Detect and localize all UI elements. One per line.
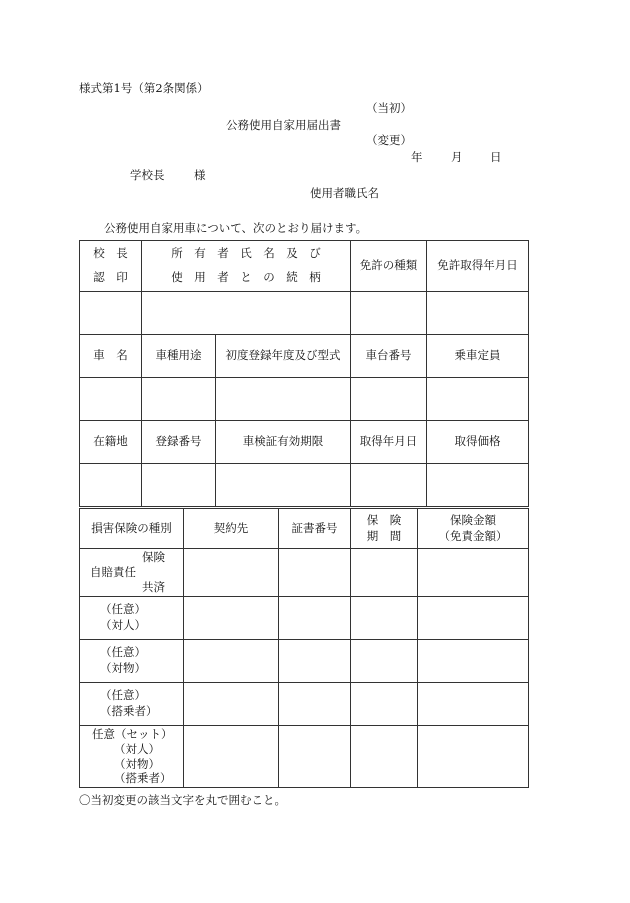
insurer-cell[interactable] <box>184 640 279 683</box>
license-type-header: 免許の種類 <box>351 241 427 292</box>
applicant-label: 使用者職氏名 <box>310 186 379 200</box>
table-row <box>80 726 529 788</box>
seal-label: 認 印 <box>93 270 128 284</box>
addressee: 学校長 <box>130 168 165 182</box>
voluntary-word: （任意） <box>100 688 146 703</box>
table-row <box>80 640 529 683</box>
vehicle-table <box>79 240 529 507</box>
table-row <box>80 335 529 378</box>
certificate-number-cell[interactable] <box>279 726 351 788</box>
acquired-price-header: 取得価格 <box>427 421 529 464</box>
form-number: 様式第1号（第2条関係） <box>79 81 209 95</box>
table-row <box>80 241 529 292</box>
insurer-cell[interactable] <box>184 597 279 640</box>
registration-number-cell[interactable] <box>142 464 216 507</box>
relationship-label: 使 用 者 と の 続 柄 <box>171 270 321 284</box>
insurer-cell[interactable] <box>184 683 279 726</box>
bodily-word: （対人） <box>100 618 146 632</box>
day-label: 日 <box>490 150 502 164</box>
insurance-period-cell[interactable] <box>351 726 418 788</box>
insurer-cell[interactable] <box>184 726 279 788</box>
certificate-number-cell[interactable] <box>279 597 351 640</box>
period-label-2: 期 間 <box>366 528 402 543</box>
amount-label-2: （免責金額） <box>438 528 508 543</box>
bodily-word: （対人） <box>114 741 160 756</box>
compulsory-insurance-label <box>80 549 184 597</box>
insurance-amount-cell[interactable] <box>418 549 529 597</box>
footnote: 〇当初変更の該当文字を丸で囲むこと。 <box>79 793 286 807</box>
inspection-expiry-header: 車検証有効期限 <box>216 421 351 464</box>
acquired-price-cell[interactable] <box>427 464 529 507</box>
passenger-word: （搭乗者） <box>100 704 158 718</box>
voluntary-word: （任意） <box>100 645 146 660</box>
capacity-cell[interactable] <box>427 378 529 421</box>
registration-number-header: 登録番号 <box>142 421 216 464</box>
first-registration-cell[interactable] <box>216 378 351 421</box>
table-row <box>80 549 529 597</box>
principal-seal-header <box>80 241 142 292</box>
table-row <box>80 378 529 421</box>
insurance-table <box>79 508 529 788</box>
first-registration-header: 初度登録年度及び型式 <box>216 335 351 378</box>
insurance-period-cell[interactable] <box>351 640 418 683</box>
page-title: 公務使用自家用届出書 <box>226 118 341 132</box>
principal-label: 校 長 <box>93 246 128 261</box>
inspection-expiry-cell[interactable] <box>216 464 351 507</box>
table-row <box>80 597 529 640</box>
table-row <box>80 509 529 549</box>
voluntary-set-word: 任意（セット） <box>92 726 173 741</box>
acquired-date-cell[interactable] <box>351 464 427 507</box>
insurance-amount-cell[interactable] <box>418 597 529 640</box>
owner-name-header <box>142 241 351 292</box>
certificate-number-cell[interactable] <box>279 683 351 726</box>
license-type-cell[interactable] <box>351 292 427 335</box>
intro-text: 公務使用自家用車について、次のとおり届けます。 <box>104 221 368 235</box>
honorific: 様 <box>194 168 206 182</box>
table-row <box>80 683 529 726</box>
insurer-cell[interactable] <box>184 549 279 597</box>
chassis-number-header: 車台番号 <box>351 335 427 378</box>
table-row <box>80 464 529 507</box>
license-date-cell[interactable] <box>427 292 529 335</box>
registered-place-cell[interactable] <box>80 464 142 507</box>
period-label-1: 保 険 <box>366 512 402 527</box>
voluntary-bodily-label <box>80 597 184 640</box>
car-type-header: 車種用途 <box>142 335 216 378</box>
acquired-date-header: 取得年月日 <box>351 421 427 464</box>
insurance-amount-cell[interactable] <box>418 683 529 726</box>
capacity-header: 乗車定員 <box>427 335 529 378</box>
insurance-amount-cell[interactable] <box>418 640 529 683</box>
owner-name-label: 所 有 者 氏 名 及 び <box>171 246 321 261</box>
property-word: （対物） <box>114 756 160 771</box>
car-name-cell[interactable] <box>80 378 142 421</box>
insurer-header: 契約先 <box>184 509 279 549</box>
insurance-amount-header <box>418 509 529 549</box>
option-change: （変更） <box>366 133 412 147</box>
table-row <box>80 421 529 464</box>
car-name-header: 車 名 <box>80 335 142 378</box>
mutual-aid-word: 共済 <box>142 579 165 594</box>
insurance-amount-cell[interactable] <box>418 726 529 788</box>
certificate-number-cell[interactable] <box>279 640 351 683</box>
insurance-period-cell[interactable] <box>351 683 418 726</box>
insurance-word: 保険 <box>142 550 165 565</box>
insurance-period-header <box>351 509 418 549</box>
voluntary-word: （任意） <box>100 602 146 617</box>
principal-seal-cell[interactable] <box>80 292 142 335</box>
owner-name-cell[interactable] <box>142 292 351 335</box>
certificate-number-cell[interactable] <box>279 549 351 597</box>
voluntary-set-label <box>80 726 184 788</box>
property-word: （対物） <box>100 661 146 675</box>
voluntary-property-label <box>80 640 184 683</box>
voluntary-passenger-label <box>80 683 184 726</box>
month-label: 月 <box>451 150 463 164</box>
insurance-type-header: 損害保険の種別 <box>80 509 184 549</box>
certificate-number-header: 証書番号 <box>279 509 351 549</box>
compulsory-liability-word: 自賠責任 <box>90 565 136 580</box>
registered-place-header: 在籍地 <box>80 421 142 464</box>
chassis-number-cell[interactable] <box>351 378 427 421</box>
table-row <box>80 292 529 335</box>
insurance-period-cell[interactable] <box>351 597 418 640</box>
year-label: 年 <box>411 150 423 164</box>
license-date-header: 免許取得年月日 <box>427 241 529 292</box>
amount-label-1: 保険金額 <box>450 512 496 527</box>
insurance-period-cell[interactable] <box>351 549 418 597</box>
option-initial: （当初） <box>366 101 412 115</box>
passenger-word: （搭乗者） <box>114 771 172 786</box>
car-type-cell[interactable] <box>142 378 216 421</box>
